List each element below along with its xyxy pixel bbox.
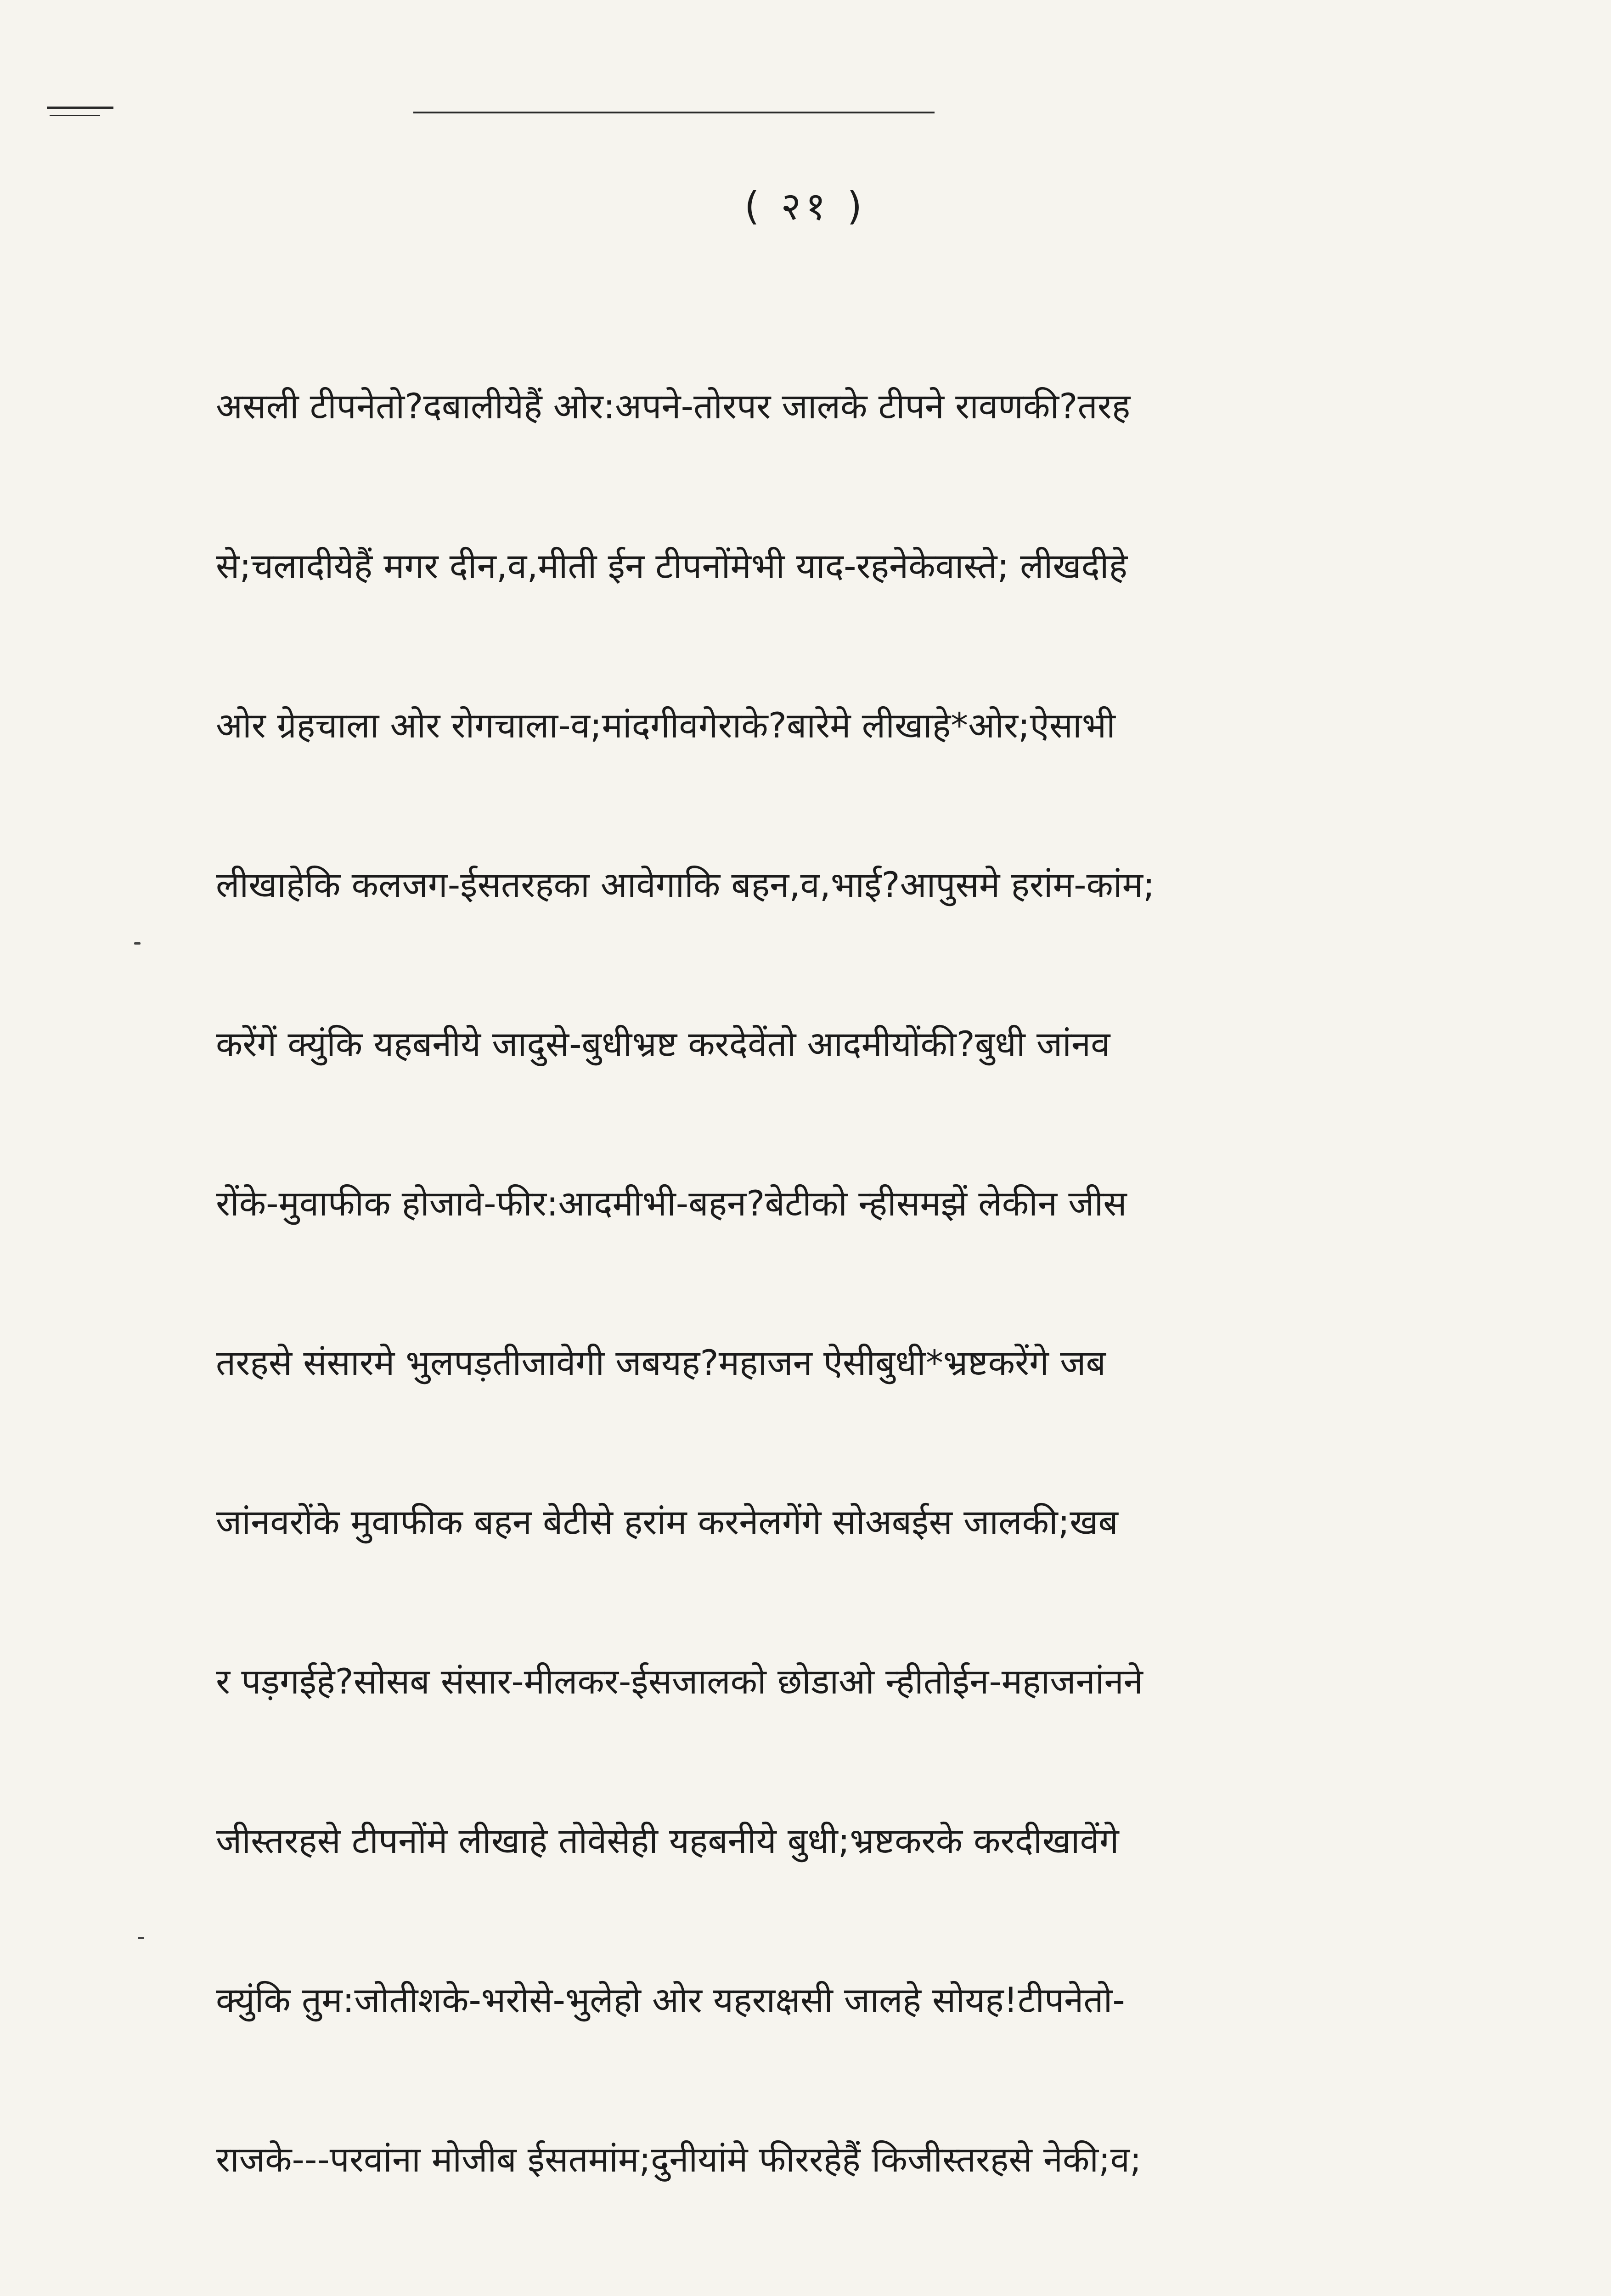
text-line: लीखाहेकि कलजग-ईसतरहका आवेगाकि बहन,व,भाई?आपुसमे हरांम-कांम; [216, 864, 1155, 905]
text-line: जांनवरोंके मुवाफीक बहन बेटीसे हरांम करनेलगेंगे सोअबईस जालकी;खब [216, 1502, 1118, 1543]
scan-speck [134, 942, 141, 945]
scan-speck [138, 1937, 144, 1939]
top-left-rule [47, 107, 113, 109]
text-line: से;चलादीयेहैं मगर दीन,व,मीती ईन टीपनोंमेभी याद-रहनेकेवास्ते; लीखदीहे [216, 545, 1127, 586]
text-line: ओर ग्रेहचाला ओर रोगचाला-व;मांदगीवगेराके?बारेमे लीखाहे*ओर;ऐसाभी [216, 704, 1115, 746]
top-center-rule [413, 112, 935, 113]
text-line: असली टीपनेतो?दबालीयेहैं ओर:अपने-तोरपर जालके टीपने रावणकी?तरह [216, 386, 1131, 427]
text-line: क्युंकि तुम:जोतीशके-भरोसे-भुलेहो ओर यहराक्षसी जालहे सोयह!टीपनेतो- [216, 1980, 1125, 2021]
page-number: ( २१ ) [744, 184, 867, 229]
text-line: तरहसे संसारमे भुलपड़तीजावेगी जबयह?महाजन ऐसीबुधी*भ्रष्टकरेंगे जब [216, 1342, 1106, 1383]
text-line: र पड़गईहे?सोसब संसार-मीलकर-ईसजालको छोडाओ न्हीतोईन-महाजनांनने [216, 1661, 1143, 1702]
text-line: रोंके-मुवाफीक होजावे-फीर:आदमीभी-बहन?बेटीको न्हीसमझें लेकीन जीस [216, 1182, 1127, 1224]
top-left-rule-secondary [50, 115, 100, 116]
text-line: जीस्तरहसे टीपनोंमे लीखाहे तोवेसेही यहबनीये बुधी;भ्रष्टकरके करदीखावेंगे [216, 1820, 1119, 1862]
text-line: करेंगें क्युंकि यहबनीये जादुसे-बुधीभ्रष्ट करदेवेंतो आदमीयोंकी?बुधी जांनव [216, 1023, 1110, 1064]
body-text [216, 274, 1428, 2296]
text-line [216, 2293, 1428, 2296]
text-line: राजके---परवांना मोजीब ईसतमांम;दुनीयांमे फीररहेहैं किजीस्तरहसे नेकी;व; [216, 2139, 1142, 2180]
